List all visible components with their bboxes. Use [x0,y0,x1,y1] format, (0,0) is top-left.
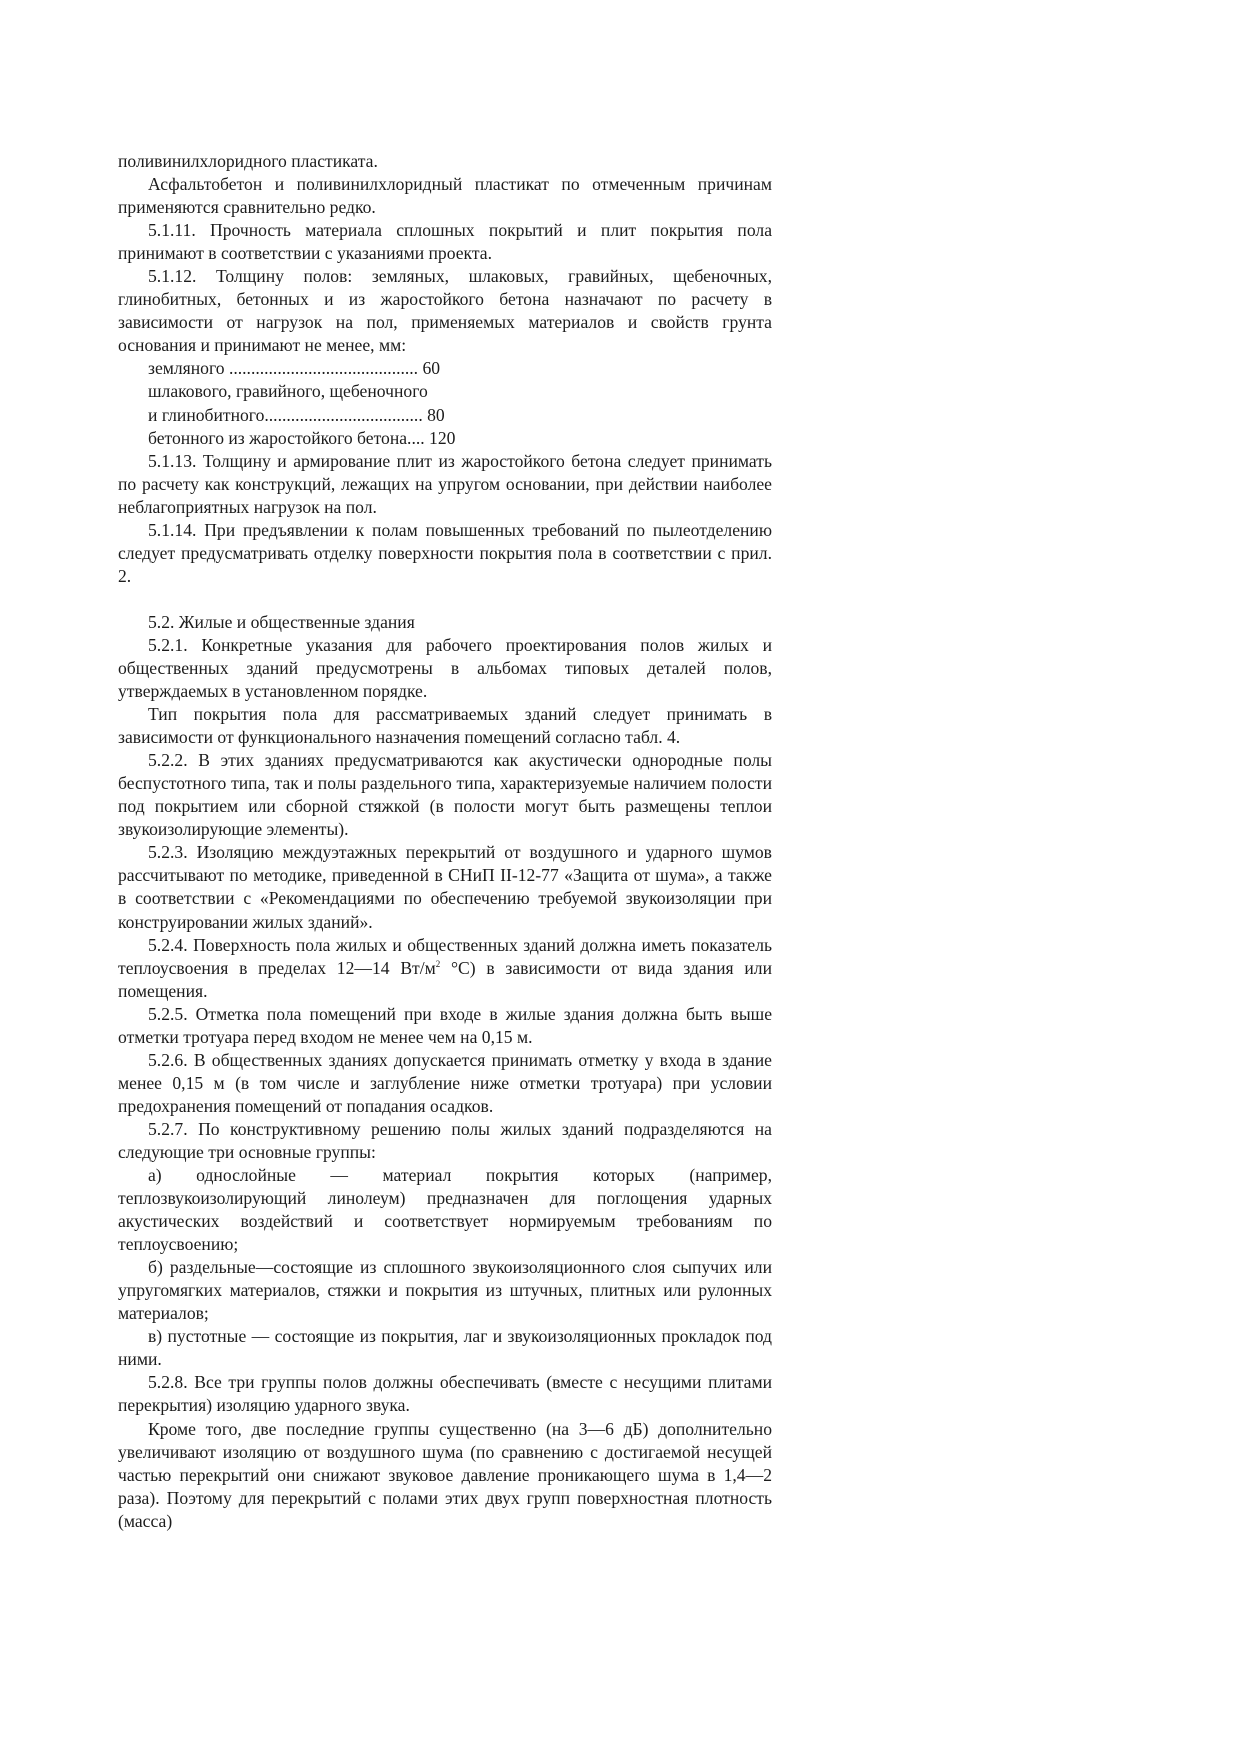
paragraph-5-2-8: 5.2.8. Все три группы полов должны обеспечивать (вместе с несущими плитами перекрытия) изоляцию ударного звука. [118,1372,772,1416]
paragraph-5-2-3: 5.2.3. Изоляцию междуэтажных перекрытий от воздушного и ударного шумов рассчитывают по методике, приведенной в СНиП II-12-77 «Защита от шума», а также в соответствии с «Рекомендациями по обеспечению требуемой звукоизоляции при конструировании жилых зданий». [118,842,772,932]
thickness-list-item: земляного ........................................... 60 [148,358,441,379]
paragraph: поливинилхлоридного пластиката. [118,151,378,171]
paragraph: Тип покрытия пола для рассматриваемых зданий следует принимать в зависимости от функционального назначения помещений согласно табл. 4. [118,704,772,748]
paragraph-5-2-7: 5.2.7. По конструктивному решению полы жилых зданий подразделяются на следующие три основные группы: [118,1118,772,1162]
paragraph-text: °С) в зависимости от вида здания или помещения. [118,957,772,1001]
thickness-list-item: бетонного из жаростойкого бетона.... 120 [148,427,456,448]
paragraph-5-1-11: 5.1.11. Прочность материала сплошных покрытий и плит покрытия пола принимают в соответствии с указаниями проекта. [118,220,772,264]
paragraph-5-1-14: 5.1.14. При предъявлении к полам повышенных требований по пылеотделению следует предусматривать отделку поверхности покрытия пола в соответствии с прил. 2. [118,519,772,586]
paragraph-5-2-2: 5.2.2. В этих зданиях предусматриваются как акустически однородные полы беспустотного типа, так и полы раздельного типа, характеризуемые наличием полости под покрытием или сборной стяжкой (в полости могут быть размещены теплои звукоизолирующие элементы). [118,750,772,840]
thickness-list-item: и глинобитного.................................... 80 [148,404,445,425]
superscript: 2 [435,958,441,969]
paragraph-5-2-4 [118,934,772,1003]
paragraph: Кроме того, две последние группы существенно (на 3—6 дБ) дополнительно увеличивают изоляцию от воздушного шума (по сравнению с достигаемой несущей частью перекрытий они снижают звуковое давление проникающего шума в 1,4—2 раза). Поэтому для перекрытий с полами этих двух групп поверхностная плотность (масса) [118,1418,772,1531]
paragraph-5-1-12: 5.1.12. Толщину полов: земляных, шлаковых, гравийных, щебеночных, глинобитных, бетонных и из жаростойкого бетона назначают по расчету в зависимости от нагрузок на пол, применяемых материалов и свойств грунта основания и принимают не менее, мм: [118,266,772,356]
paragraph-5-2-6: 5.2.6. В общественных зданиях допускается принимать отметку у входа в здание менее 0,15 м (в том числе и заглубление ниже отметки тротуара) при условии предохранения помещений от попадания осадков. [118,1049,772,1116]
floor-thickness-list [118,357,772,449]
paragraph-5-1-13: 5.1.13. Толщину и армирование плит из жаростойкого бетона следует принимать по расчету как конструкций, лежащих на упругом основании, при действии наиболее неблагоприятных нагрузок на пол. [118,450,772,517]
thickness-list-item: шлакового, гравийного, щебеночного [148,381,428,402]
section-heading: 5.2. Жилые и общественные здания [148,611,415,632]
list-item-b: б) раздельные—состоящие из сплошного звукоизоляционного слоя сыпучих или упругомягких материалов, стяжки и покрытия из штучных, плитных или рулонных материалов; [118,1257,772,1324]
paragraph-5-2-1: 5.2.1. Конкретные указания для рабочего проектирования полов жилых и общественных зданий предусмотрены в альбомах типовых деталей полов, утверждаемых в установленном порядке. [118,634,772,702]
paragraph-5-2-5: 5.2.5. Отметка пола помещений при входе в жилые здания должна быть выше отметки тротуара перед входом не менее чем на 0,15 м. [118,1003,772,1047]
spacer [118,588,772,611]
list-item-a: а) однослойные — материал покрытия которых (например, теплозвукоизолирующий линолеум) предназначен для поглощения ударных акустических воздействий и соответствует нормируемым требованиям по теплоусвоению; [118,1165,772,1255]
paragraph: Асфальтобетон и поливинилхлоридный пластикат по отмеченным причинам применяются сравнительно редко. [118,174,772,218]
list-item-v: в) пустотные — состоящие из покрытия, лаг и звукоизоляционных прокладок под ними. [118,1326,772,1370]
document-page [118,150,772,1533]
paragraph-text: 5.2.4. Поверхность пола жилых и общественных зданий должна иметь показатель теплоусвоения в пределах 12—14 Вт/м [118,934,772,978]
